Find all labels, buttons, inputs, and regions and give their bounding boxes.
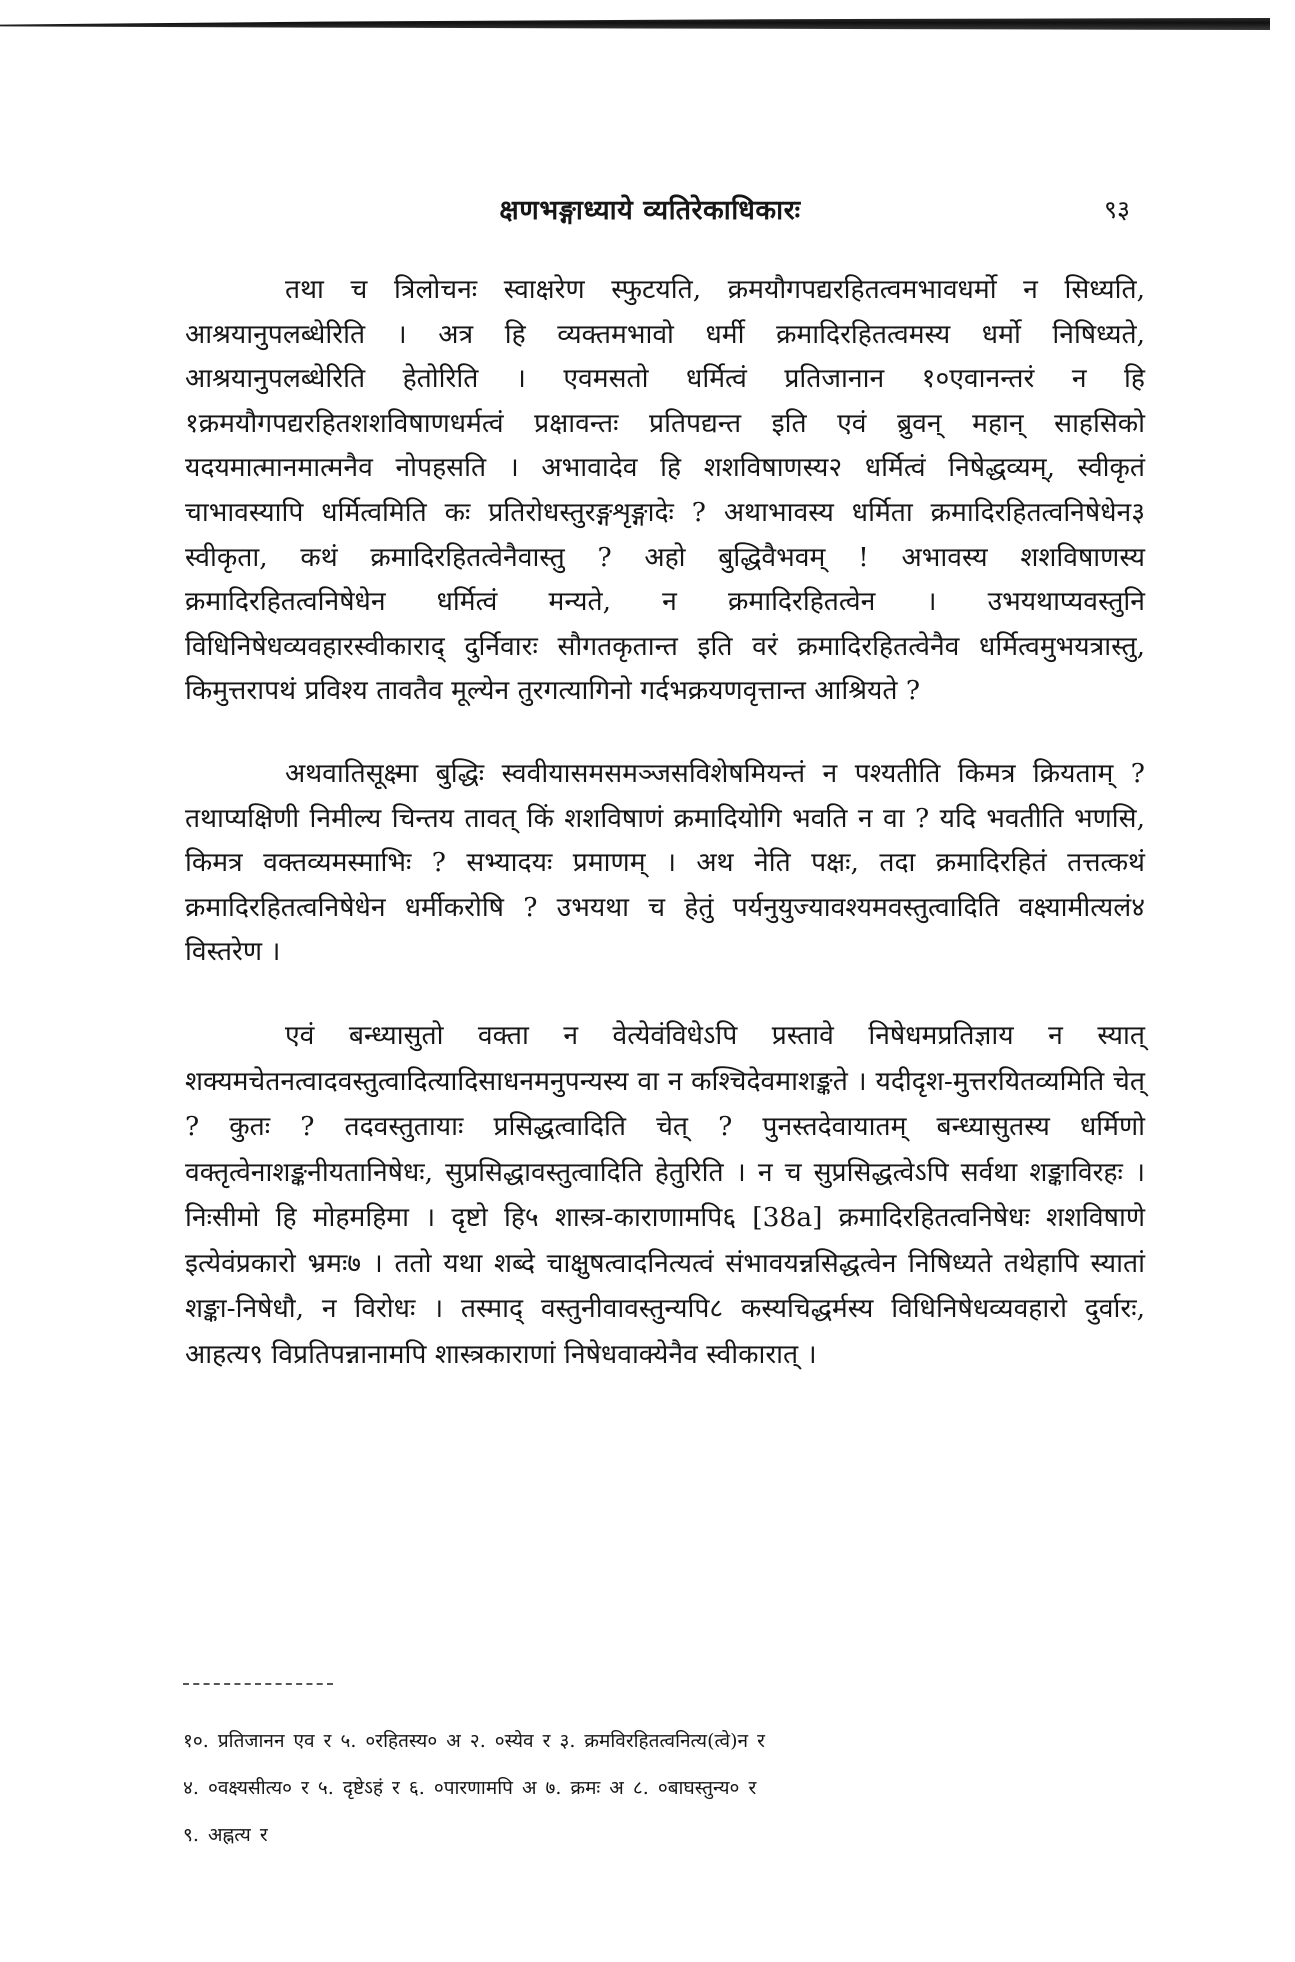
main-text [185, 268, 1145, 1378]
footnote-line: ४. ०वक्ष्यसीत्य० र ५. दृष्टेऽहं र ६. ०पारणामपि अ ७. क्रमः अ ८. ०बाघस्तुन्य० र [183, 1777, 757, 1799]
footnote-separator [183, 1683, 333, 1685]
page-number: ९३ [1103, 195, 1130, 224]
paragraph: तथा च त्रिलोचनः स्वाक्षरेण स्फुटयति, क्रमयौगपद्यरहितत्वमभावधर्मो न सिध्यति, आश्रयानुपलब्धेरिति । अत्र हि व्यक्तमभावो धर्मी क्रमादिरहितत्वमस्य धर्मो निषिध्यते, आश्रयानुपलब्धेरिति हेतोरिति । एवमसतो धर्मित्वं प्रतिजानान १०एवानन्तरं न हि १क्रमयौगपद्यरहितशशविषाणधर्मत्वं प्रक्षावन्तः प्रतिपद्यन्त इति एवं ब्रुवन् महान् साहसिको यदयमात्मानमात्मनैव नोपहसति । अभावादेव हि शशविषाणस्य२ धर्मित्वं निषेद्धव्यम्, स्वीकृतं चाभावस्यापि धर्मित्वमिति कः प्रतिरोधस्तुरङ्गशृङ्गादेः ? अथाभावस्य धर्मिता क्रमादिरहितत्वनिषेधेन३ स्वीकृता, कथं क्रमादिरहितत्वेनैवास्तु ? अहो बुद्धिवैभवम् ! अभावस्य शशविषाणस्य क्रमादिरहितत्वनिषेधेन धर्मित्वं मन्यते, न क्रमादिरहितत्वेन । उभयथाप्यवस्तुनि विधिनिषेधव्यवहारस्वीकाराद् दुर्निवारः सौगतकृतान्त इति वरं क्रमादिरहितत्वेनैव धर्मित्वमुभयत्रास्तु, किमुत्तरापथं प्रविश्य तावतैव मूल्येन तुरगत्यागिनो गर्दभक्रयणवृत्तान्त आश्रियते ? [185, 274, 1145, 707]
paragraph: एवं बन्ध्यासुतो वक्ता न वेत्येवंविधेऽपि प्रस्तावे निषेधमप्रतिज्ञाय न स्यात् शक्यमचेतनत्वादवस्तुत्वादित्यादिसाधनमनुपन्यस्य वा न कश्चिदेवमाशङ्कते । यदीदृश-मुत्तरयितव्यमिति चेत् ? कुतः ? तदवस्तुतायाः प्रसिद्धत्वादिति चेत् ? पुनस्तदेवायातम् बन्ध्यासुतस्य धर्मिणो वक्तृत्वेनाशङ्कनीयतानिषेधः, सुप्रसिद्धावस्तुत्वादिति हेतुरिति । न च सुप्रसिद्धत्वेऽपि सर्वथा शङ्काविरहः । निःसीमो हि मोहमहिमा । दृष्टो हि५ शास्त्र-काराणामपि६ [38a] क्रमादिरहितत्वनिषेधः शशविषाणे इत्येवंप्रकारो भ्रमः७ । ततो यथा शब्दे चाक्षुषत्वादनित्यत्वं संभावयन्नसिद्धत्वेन निषिध्यते तथेहापि स्यातां शङ्का-निषेधौ, न विरोधः । तस्माद् वस्तुनीवावस्तुन्यपि८ कस्यचिद्धर्मस्य विधिनिषेधव्यवहारो दुर्वारः, आहत्य९ विप्रतिपन्नानामपि शास्त्रकाराणां निषेधवाक्येनैव स्वीकारात् । [185, 1019, 1145, 1371]
running-title: क्षणभङ्गाध्याये व्यतिरेकाधिकारः [499, 195, 801, 226]
top-border-rule [0, 18, 1270, 30]
paragraph: अथवातिसूक्ष्मा बुद्धिः स्ववीयासमसमञ्जसविशेषमियन्तं न पश्यतीति किमत्र क्रियताम् ? तथाप्यक्षिणी निमील्य चिन्तय तावत् किं शशविषाणं क्रमादियोगि भवति न वा ? यदि भवतीति भणसि, किमत्र वक्तव्यमस्माभिः ? सभ्यादयः प्रमाणम् । अथ नेति पक्षः, तदा क्रमादिरहितं तत्तत्कथं क्रमादिरहितत्वनिषेधेन धर्मीकरोषि ? उभयथा च हेतुं पर्यनुयुज्यावश्यमवस्तुत्वादिति वक्ष्यामीत्यलं४ विस्तरेण । [185, 757, 1145, 968]
footnotes [183, 1718, 1143, 1859]
page-header [160, 190, 1140, 230]
footnote-line: १०. प्रतिजानन एव र ५. ०रहितस्य० अ २. ०स्येव र ३. क्रमविरहितत्वनित्य(त्वे)न र [183, 1730, 765, 1752]
footnote-line: ९. अह्नत्य र [183, 1824, 268, 1846]
